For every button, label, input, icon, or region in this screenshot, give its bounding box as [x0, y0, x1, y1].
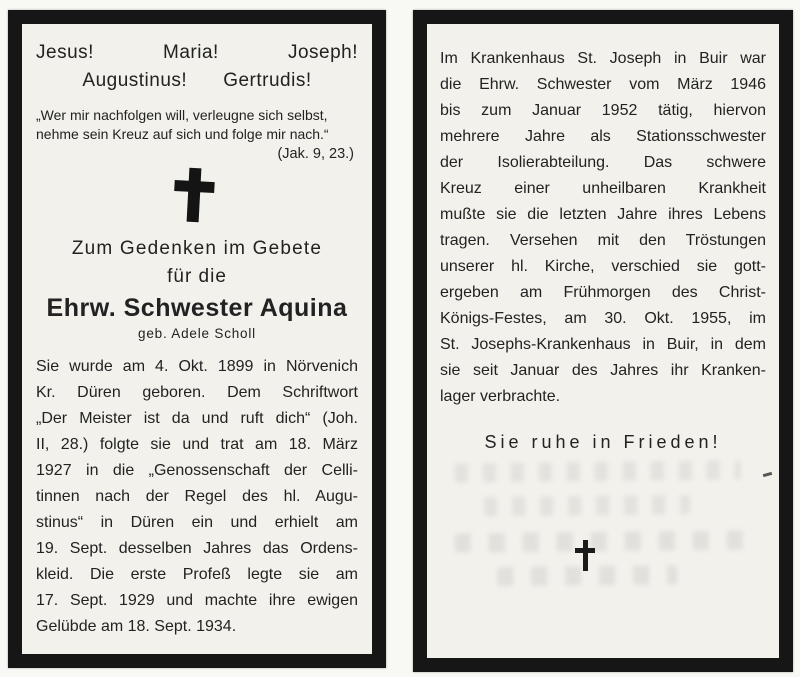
- birth-name: geb. Adele Scholl: [138, 326, 256, 341]
- bleed-through-text-artifact: [455, 461, 742, 522]
- text-line: 17. Sept. 1929 und machte ihre ewigen: [36, 592, 358, 609]
- quote-line: nehme sein Kreuz auf sich und folge mir nach.“: [36, 126, 329, 142]
- text-line: mehrere Jahre als Stationsschwester: [440, 128, 766, 145]
- text-line: lager verbrachte.: [440, 388, 561, 405]
- left-page-paper: [22, 24, 372, 654]
- quote-line: „Wer mir nachfolgen will, verleugne sich selbst,: [36, 107, 328, 123]
- bleed-through-line: [455, 461, 741, 483]
- invocation-word: Joseph!: [287, 42, 358, 63]
- right-page-body-text: [440, 46, 766, 410]
- cross-horizontal-bar: [575, 548, 595, 553]
- text-line: Gelübde am 18. Sept. 1934.: [36, 618, 237, 635]
- bleed-through-line: [484, 495, 690, 516]
- bleed-through-text-artifact: [455, 530, 756, 593]
- text-line: Im Krankenhaus St. Joseph in Buir war: [440, 50, 766, 67]
- text-line: St. Josephs-Krankenhaus in Buir, in dem: [440, 336, 766, 353]
- cross-vertical-bar: [187, 168, 202, 223]
- scripture-reference: (Jak. 9, 23.): [277, 146, 354, 162]
- invocation-row-1: [36, 42, 358, 64]
- invocation-word: Jesus!: [36, 42, 94, 63]
- invocation-word: Augustinus!: [82, 70, 188, 91]
- memorial-card-right-page: [413, 10, 793, 672]
- text-line: Sie wurde am 4. Okt. 1899 in Nörvenich: [36, 358, 358, 375]
- left-page-body-text: [36, 354, 358, 640]
- dedication-line: für die: [167, 266, 227, 287]
- text-line: bis zum Januar 1952 tätig, hiervon: [440, 102, 766, 119]
- scan-speck-artifact: [763, 472, 772, 477]
- text-line: Kreuz einer unheilbaren Krankheit: [440, 180, 766, 197]
- text-line: kleid. Die erste Profeß legte sie am: [36, 566, 358, 583]
- text-line: 19. Sept. desselben Jahres das Ordens-: [36, 540, 358, 557]
- deceased-name: Ehrw. Schwester Aquina: [46, 294, 348, 322]
- text-line: 1927 in die „Genossenschaft der Celli-: [36, 462, 358, 479]
- text-line: II, 28.) folgte sie und trat am 18. März: [36, 436, 358, 453]
- text-line: tragen. Versehen mit den Tröstungen: [440, 232, 766, 249]
- cross-horizontal-bar: [174, 180, 215, 193]
- text-line: Kr. Düren geboren. Dem Schriftwort: [36, 384, 358, 401]
- cross-icon: [171, 167, 218, 223]
- text-line: „Der Meister ist da und ruft dich“ (Joh.: [36, 410, 358, 427]
- closing-blessing: Sie ruhe in Frieden!: [484, 432, 722, 452]
- text-line: stinus“ in Düren ein und erhielt am: [36, 514, 358, 531]
- invocation-word: Maria!: [163, 42, 219, 63]
- memorial-card-left-page: [8, 10, 386, 668]
- cross-vertical-bar: [583, 540, 588, 571]
- text-line: Königs-Festes, am 30. Okt. 1955, im: [440, 310, 766, 327]
- invocation-row-2: [36, 70, 358, 92]
- text-line: der Isolierabteilung. Das schwere: [440, 154, 766, 171]
- text-line: sie seit Januar des Jahres ihr Kranken-: [440, 362, 766, 379]
- right-page-paper: [427, 24, 779, 658]
- invocation-word: Gertrudis!: [223, 70, 312, 91]
- dagger-cross-icon: [575, 540, 595, 571]
- text-line: mußte sie die letzten Jahre ihres Lebens: [440, 206, 766, 223]
- text-line: ergeben am Frühmorgen des Christ-: [440, 284, 766, 301]
- text-line: tinnen nach der Regel des hl. Augu-: [36, 488, 358, 505]
- text-line: die Ehrw. Schwester vom März 1946: [440, 76, 766, 93]
- scripture-quote: [36, 106, 362, 144]
- text-line: unserer hl. Kirche, verschied sie gott-: [440, 258, 766, 275]
- dedication-line: Zum Gedenken im Gebete: [71, 238, 323, 259]
- bleed-through-line: [455, 530, 755, 552]
